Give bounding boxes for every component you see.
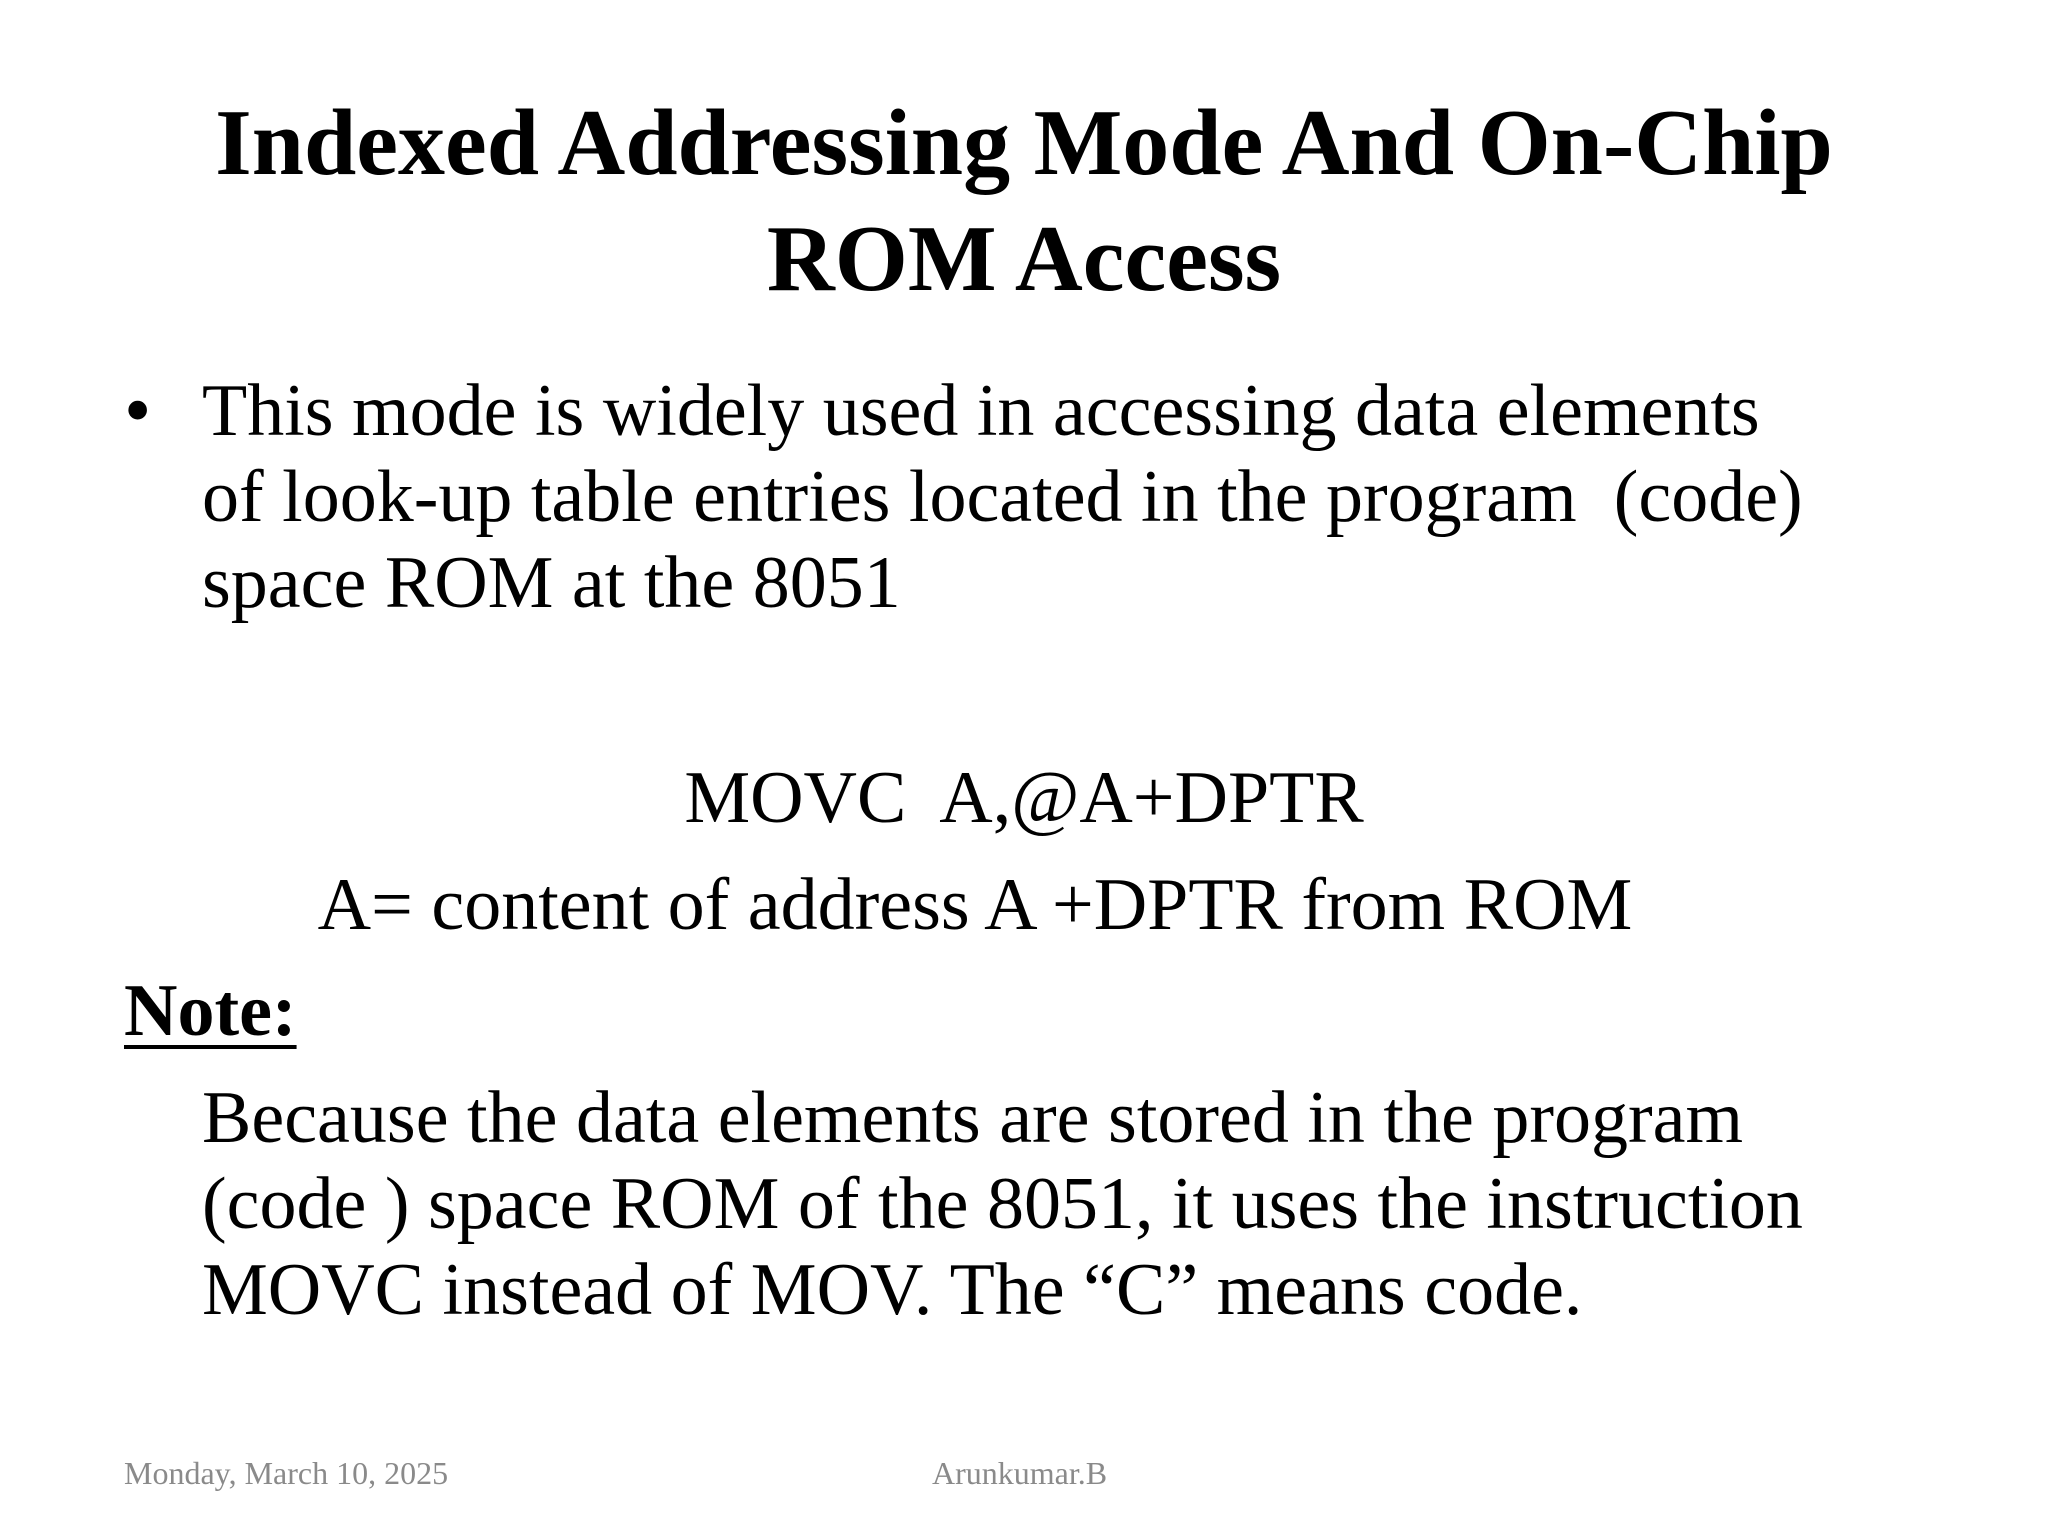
bullet-text-line-3: space ROM at the 8051 (202, 542, 901, 624)
bullet-icon: • (124, 366, 152, 453)
note-text-line-2: (code ) space ROM of the 8051, it uses the instruction (202, 1163, 1803, 1245)
bullet-text-line-2: of look-up table entries located in the program (code) (202, 456, 1803, 538)
footer-author: Arunkumar.B (932, 1455, 1108, 1491)
slide-title-line-2: ROM Access (766, 207, 1282, 311)
footer-date: Monday, March 10, 2025 (124, 1455, 449, 1491)
note-text-line-1: Because the data elements are stored in the program (202, 1077, 1744, 1159)
note-text-line-3: MOVC instead of MOV. The “C” means code. (202, 1249, 1583, 1331)
bullet-text-line-1: This mode is widely used in accessing data elements (202, 370, 1760, 452)
note-text (202, 1075, 2002, 1333)
slide-title (100, 85, 1948, 317)
code-explanation: A= content of address A +DPTR from ROM (317, 864, 1633, 946)
slide-title-line-1: Indexed Addressing Mode And On-Chip (215, 91, 1833, 195)
note-heading: Note: (124, 970, 297, 1052)
code-example: MOVC A,@A+DPTR (684, 757, 1364, 839)
bullet-text (202, 368, 2042, 626)
